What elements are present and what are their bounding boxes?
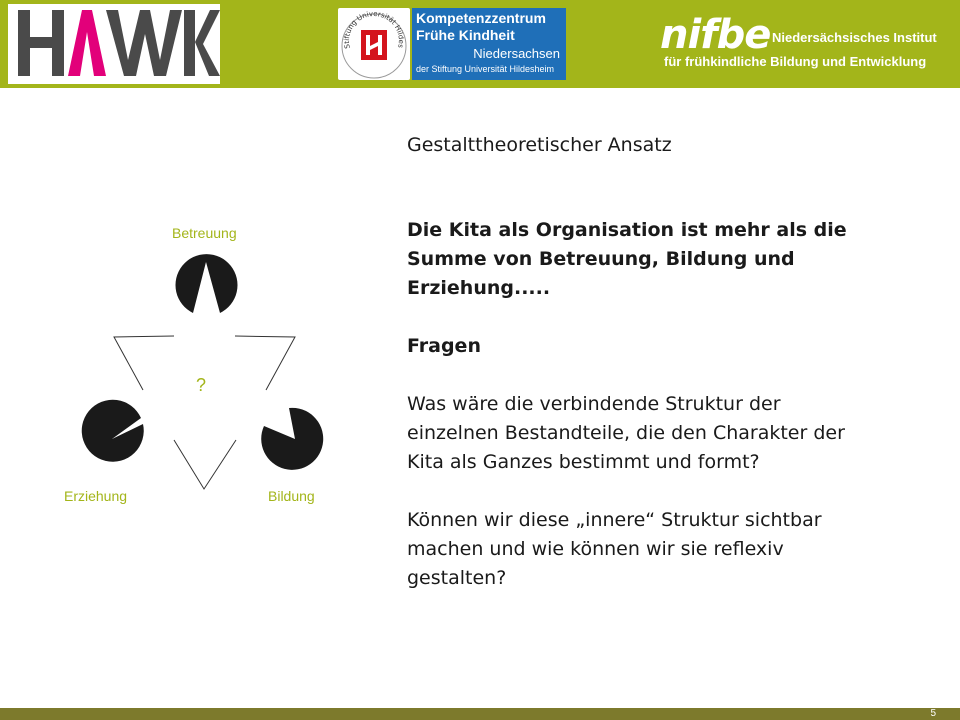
thesis-text: Die Kita als Organisation ist mehr als die Summe von Betreuung, Bildung und Erziehung..... [407, 219, 847, 299]
bildung-shape [261, 408, 323, 470]
seal-text: Stiftung Universität Hildes [342, 9, 406, 50]
triangle-outline [114, 336, 295, 489]
nifbe-wordmark: nifbe [660, 12, 771, 58]
kompetenz-line3: Niedersachsen [473, 46, 560, 61]
slide-subtitle: Gestalttheoretischer Ansatz [407, 134, 672, 156]
kompetenz-line2: Frühe Kindheit [416, 27, 515, 43]
label-erziehung: Erziehung [64, 488, 128, 504]
label-bildung: Bildung [268, 488, 315, 504]
kompetenz-line4: der Stiftung Universität Hildesheim [416, 64, 555, 74]
questions-heading: Fragen [407, 335, 481, 357]
kompetenzzentrum-logo [338, 8, 566, 80]
nifbe-line1: Niedersächsisches Institut [772, 30, 937, 45]
label-betreuung: Betreuung [172, 225, 237, 241]
center-question-mark: ? [196, 375, 207, 395]
header-bar [0, 0, 960, 88]
university-seal [338, 8, 410, 80]
betreuung-shape [175, 254, 237, 313]
nifbe-line2: für frühkindliche Bildung und Entwicklung [664, 54, 927, 69]
question-2: Können wir diese „innere“ Struktur sichtbar machen und wie können wir sie reflexiv gestalten? [407, 509, 822, 589]
question-1: Was wäre die verbindende Struktur der einzelnen Bestandteile, die den Charakter der Kita als Ganzes bestimmt und formt? [407, 393, 845, 473]
erziehung-shape [82, 400, 144, 462]
kanizsa-figure [60, 215, 350, 515]
page-number: 5 [930, 708, 936, 719]
footer-bar [0, 708, 960, 720]
kompetenzzentrum-box [412, 8, 566, 80]
kompetenz-line1: Kompetenzzentrum [416, 10, 546, 26]
hawk-logo-graphic [8, 4, 220, 84]
nifbe-logo [660, 14, 952, 74]
hawk-logo [8, 4, 220, 84]
gestalt-diagram [60, 215, 350, 515]
seal-graphic [338, 8, 410, 80]
